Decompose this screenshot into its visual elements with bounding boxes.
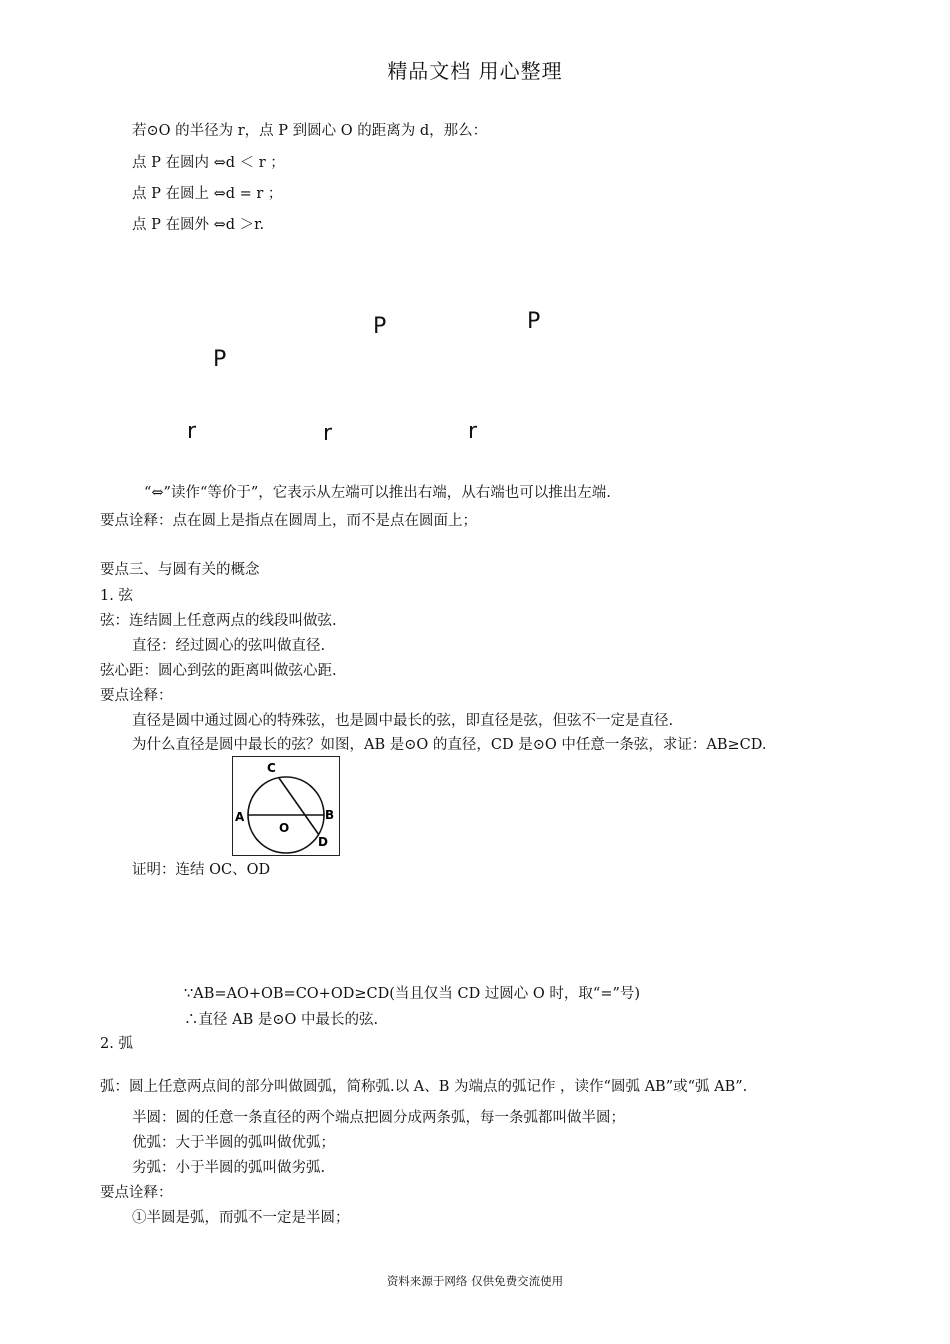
point-on-rule: 点 P 在圆上 ⇔d = r ； [132, 186, 283, 202]
proof-question: 为什么直径是圆中最长的弦？如图，AB 是⊙O 的直径，CD 是⊙O 中任意一条弦，求证：AB≥CD. [132, 737, 767, 753]
semicircle-note: ①半圆是弧，而弧不一定是半圆； [132, 1210, 350, 1226]
item-heading: 2. 弧 [100, 1036, 133, 1052]
label-d: D [318, 835, 328, 849]
figure-label-r: r [187, 419, 197, 444]
chord-distance-definition: 弦心距：圆心到弦的距离叫做弦心距. [100, 663, 337, 679]
point-outside-rule: 点 P 在圆外 ⇔d ＞r. [132, 217, 265, 233]
circle-diagram [232, 756, 340, 856]
major-arc-definition: 优弧：大于半圆的弧叫做优弧； [132, 1135, 335, 1151]
page-footer: 资料来源于网络 仅供免费交流使用 [386, 1274, 564, 1288]
circle-diagram-svg [233, 757, 339, 855]
intro-text: 若⊙O 的半径为 r，点 P 到圆心 O 的距离为 d，那么： [132, 123, 488, 139]
figure-label-p: P [527, 309, 541, 334]
minor-arc-definition: 劣弧：小于半圆的弧叫做劣弧. [132, 1160, 326, 1176]
proof-start: 证明：连结 OC、OD [132, 862, 271, 878]
key-point-note: 要点诠释：点在圆上是指点在圆周上，而不是点在圆面上； [100, 513, 477, 529]
label-b: B [325, 808, 335, 822]
semicircle-definition: 半圆：圆的任意一条直径的两个端点把圆分成两条弧，每一条弧都叫做半圆； [132, 1110, 625, 1126]
figure-label-r: r [323, 421, 333, 446]
label-c: C [267, 761, 276, 775]
note-heading: 要点诠释： [100, 688, 173, 704]
chord-definition: 弦：连结圆上任意两点的线段叫做弦. [100, 613, 337, 629]
figure-label-p: P [373, 314, 387, 339]
arc-definition: 弧：圆上任意两点间的部分叫做圆弧，简称弧.以 A、B 为端点的弧记作 ，读作“圆弧 AB”或“弧 AB”. [100, 1079, 748, 1095]
section-title: 要点三、与圆有关的概念 [100, 562, 260, 578]
note-heading: 要点诠释： [100, 1185, 173, 1201]
label-a: A [235, 810, 245, 824]
point-inside-rule: 点 P 在圆内 ⇔d ＜ r ； [132, 155, 285, 171]
proof-conclusion: ∴直径 AB 是⊙O 中最长的弦. [184, 1012, 379, 1028]
item-heading: 1. 弦 [100, 588, 133, 604]
diameter-definition: 直径：经过圆心的弦叫做直径. [132, 638, 326, 654]
figure-label-r: r [468, 419, 478, 444]
figure-label-p: P [213, 347, 227, 372]
proof-line: ∵AB=AO+OB=CO+OD≥CD(当且仅当 CD 过圆心 O 时，取“=”号) [184, 986, 641, 1002]
page-header: 精品文档 用心整理 [387, 59, 563, 83]
label-o: O [279, 821, 290, 835]
diameter-note: 直径是圆中通过圆心的特殊弦，也是圆中最长的弦，即直径是弦，但弦不一定是直径. [132, 713, 674, 729]
equivalence-note: “⇔”读作“等价于”，它表示从左端可以推出右端，从右端也可以推出左端. [144, 485, 611, 501]
